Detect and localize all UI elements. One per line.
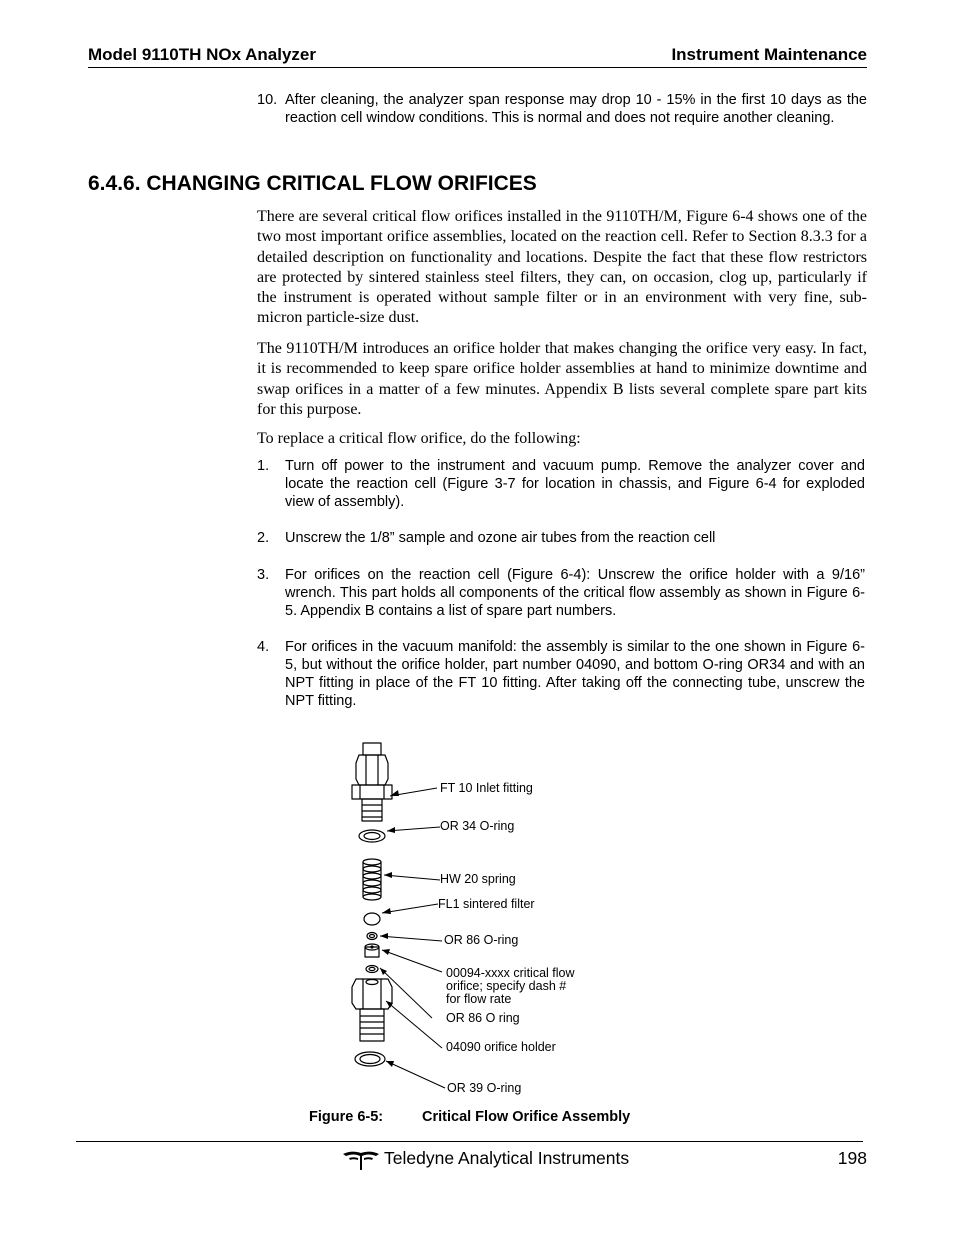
step-text: Unscrew the 1/8” sample and ozone air tubes from the reaction cell [285,530,716,546]
figure-number: Figure 6-5: [309,1109,384,1125]
step-number: 3. [257,567,270,583]
section-heading: 6.4.6. CHANGING CRITICAL FLOW ORIFICES [88,172,537,195]
chapter-title: Instrument Maintenance [671,45,867,64]
footer-divider [76,1141,863,1142]
step-text: For orifices in the vacuum manifold: the assembly is similar to the one shown in Figure 6-5, but without the orifice holder, part number 04090, and bottom O-ring OR34 and with an NPT fitting in place of the FT 10 fitting. After taking off the connecting tube, unscrew the NPT fitting. [285,639,865,709]
figure-label: OR 34 O-ring [440,819,515,833]
figure-label: OR 39 O-ring [447,1081,522,1095]
figure-label: OR 86 O-ring [444,933,519,947]
step-text: After cleaning, the analyzer span response may drop 10 - 15% in the first 10 days as the reaction cell window conditions. This is normal and does not require another cleaning. [285,92,867,126]
paragraph: There are several critical flow orifices installed in the 9110TH/M, Figure 6-4 shows one of the two most important orifice assemblies, located on the reaction cell. Refer to Section 8.3.3 for a detailed description on functionality and locations. Despite the fact that these flow restrictors are protected by sintered stainless steel filters, they can, on occasion, clog up, particularly if the instrument is operated without sample filter or in an environment with very fine, sub-micron particle-size dust. [257,208,867,327]
paragraph: To replace a critical flow orifice, do the following: [257,430,581,447]
step-number: 4. [257,639,270,655]
figure-label: 00094-xxxx critical flow orifice; specify dash # for flow rate [446,966,575,1006]
teledyne-logo-icon [343,1150,379,1170]
paragraph: The 9110TH/M introduces an orifice holder that makes changing the orifice very easy. In fact, it is recommended to keep spare orifice holder assemblies at hand to minimize downtime and swap orifices in a matter of a few minutes. Appendix B lists several complete spare part kits for this purpose. [257,340,867,418]
company-name: Teledyne Analytical Instruments [384,1148,630,1168]
document-title: Model 9110TH NOx Analyzer [88,45,317,64]
figure-label: HW 20 spring [440,872,516,886]
figure-caption [309,1109,630,1125]
step-number: 1. [257,458,270,474]
figure-label: FT 10 Inlet fitting [440,781,533,795]
page-footer [343,1148,867,1172]
page-number: 198 [837,1148,867,1168]
step-text: Turn off power to the instrument and vacuum pump. Remove the analyzer cover and locate the reaction cell (Figure 3-7 for location in chassis, and Figure 6-4 for exploded view of assembly). [285,458,865,510]
orifice-assembly-figure [330,735,630,1105]
page-header [88,44,867,68]
step-number: 10. [257,92,278,108]
figure-label: OR 86 O ring [446,1011,520,1025]
figure-title: Critical Flow Orifice Assembly [422,1109,631,1125]
step-text: For orifices on the reaction cell (Figure 6-4): Unscrew the orifice holder with a 9/16” wrench. This part holds all components of the critical flow assembly as shown in Figure 6-5. Appendix B contains a list of spare part numbers. [285,567,865,619]
figure-label: FL1 sintered filter [438,897,535,911]
step-number: 2. [257,530,270,546]
figure-label: 04090 orifice holder [446,1040,556,1054]
